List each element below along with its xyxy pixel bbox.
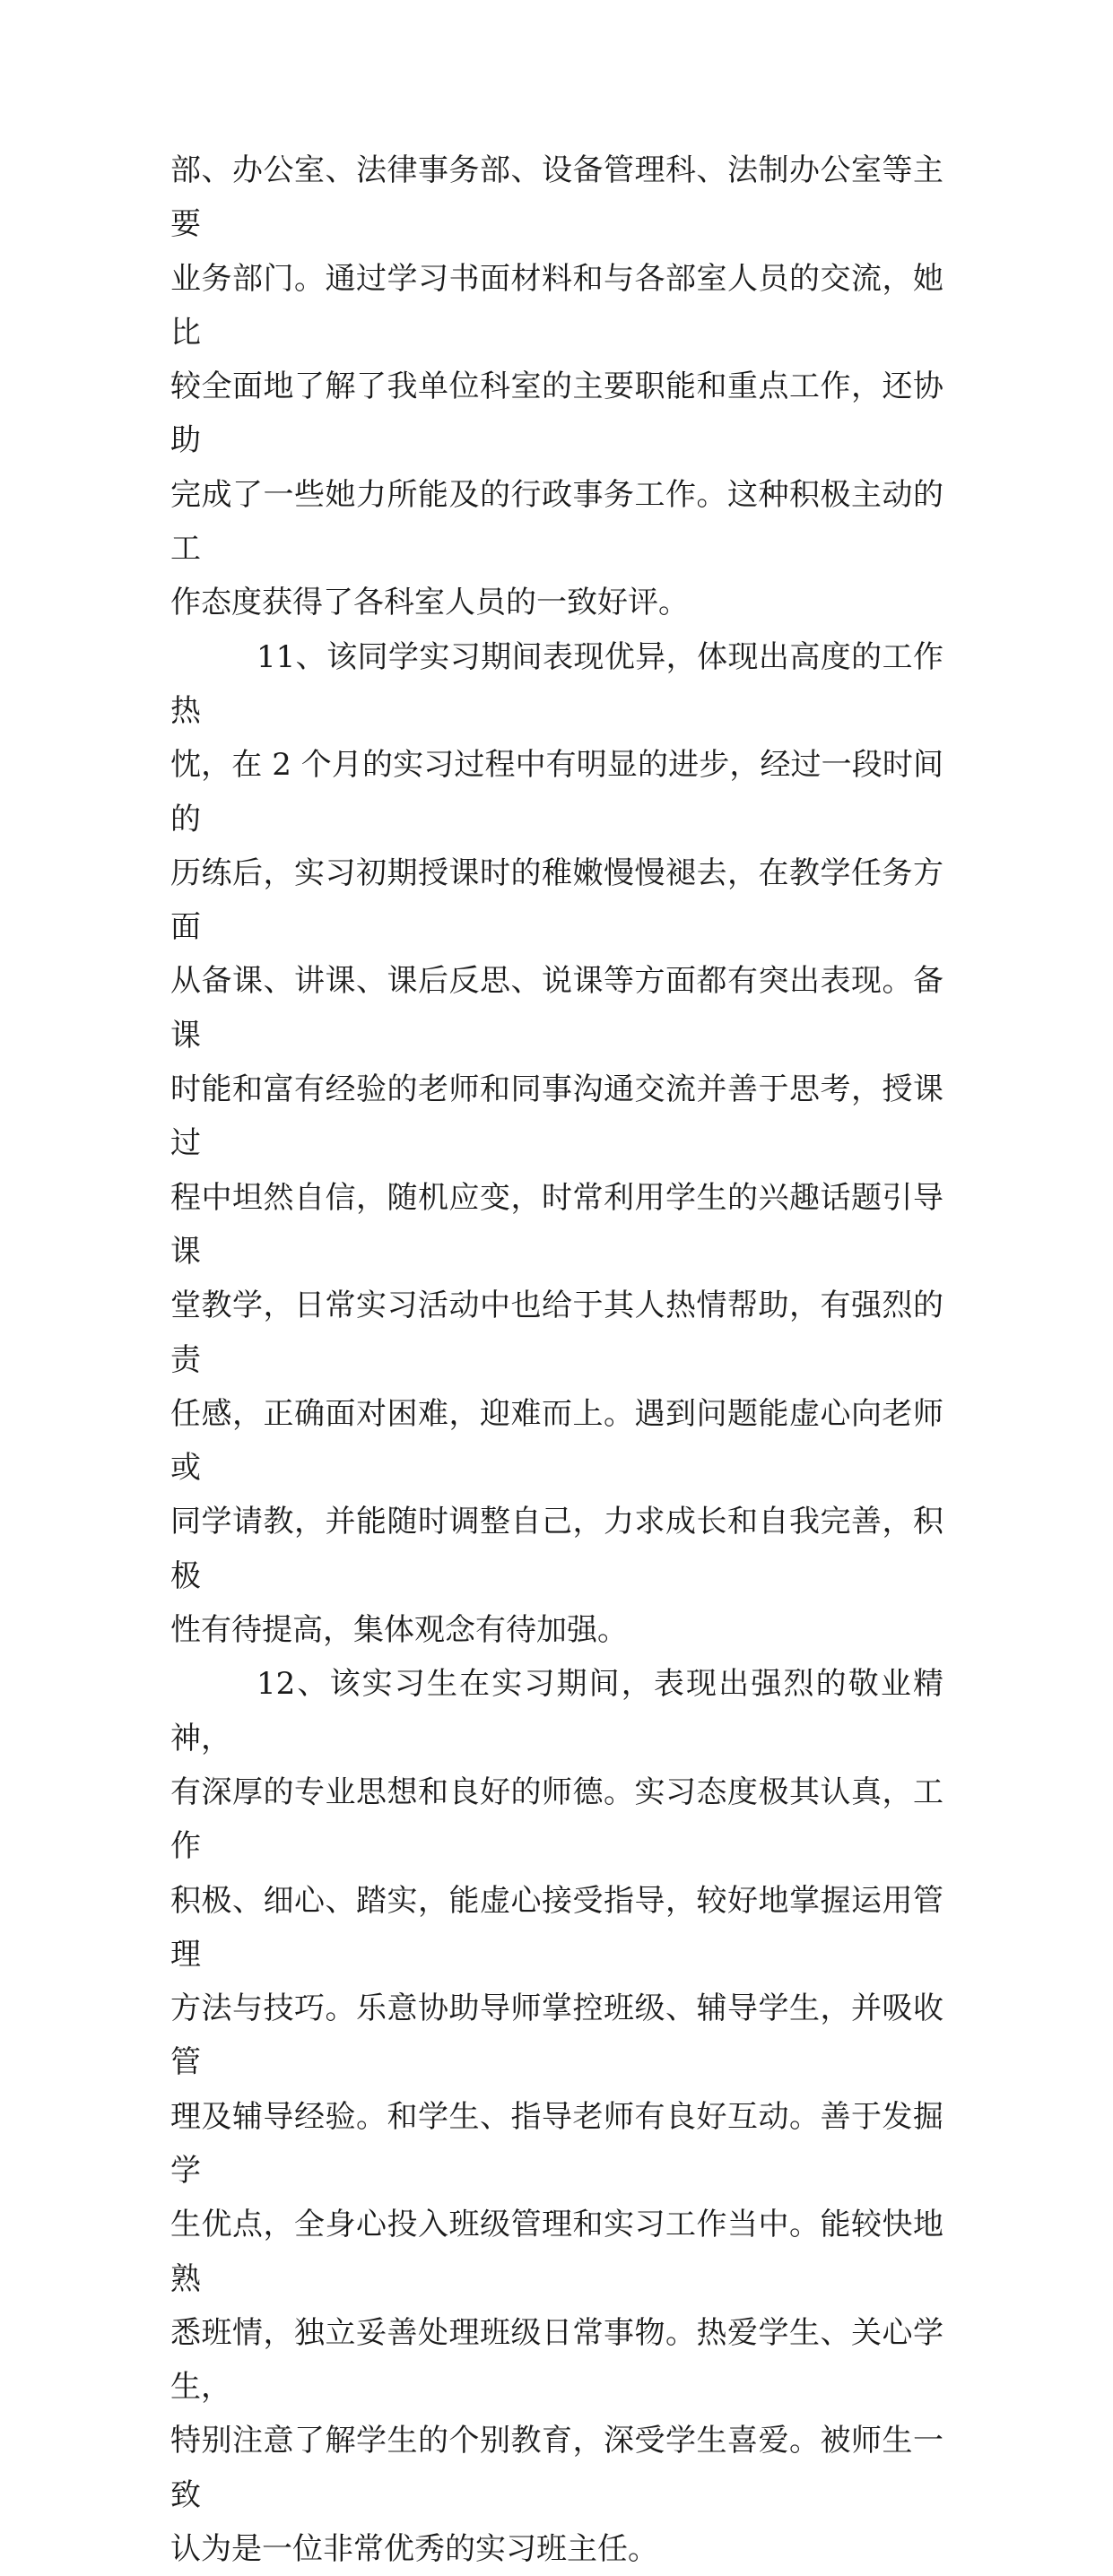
paragraph-item-12: 12、该实习生在实习期间，表现出强烈的敬业精神， 有深厚的专业思想和良好的师德。实习态度极其认真，工作 积极、细心、踏实，能虚心接受指导，较好地掌握运用管理 方法与技巧。乐意协助导师掌控班级、辅导学生，并吸收管 理及辅导经验。和学生、指导老师有良好互动。善于发掘学 生优点，全身心投入班级管理和实习工作当中。能较快地熟 悉班情，独立妥善处理班级日常事物。热爱学生、关心学生， 特别注意了解学生的个别教育，深受学生喜爱。被师生一致 认为是一位非常优秀的实习班主任。 [170, 1666, 943, 2568]
document-body [170, 143, 943, 2576]
paragraph-item-11: 11、该同学实习期间表现优异，体现出高度的工作热 忱，在 2 个月的实习过程中有明显的进步，经过一段时间的 历练后，实习初期授课时的稚嫩慢慢褪去，在教学任务方面 从备课、讲课、课后反思、说课等方面都有突出表现。备课 时能和富有经验的老师和同事沟通交流并善于思考，授课过 程中坦然自信，随机应变，时常利用学生的兴趣话题引导课 堂教学，日常实习活动中也给于其人热情帮助，有强烈的责 任感，正确面对困难，迎难而上。遇到问题能虚心向老师或 同学请教，并能随时调整自己，力求成长和自我完善，积极 性有待提高，集体观念有待加强。 [170, 638, 943, 1649]
paragraph-continuation: 部、办公室、法律事务部、设备管理科、法制办公室等主要 业务部门。通过学习书面材料和与各部室人员的交流，她比 较全面地了解了我单位科室的主要职能和重点工作，还协助 完成了一些她力所能及的行政事务工作。这种积极主动的工 作态度获得了各科室人员的一致好评。 [170, 152, 943, 621]
